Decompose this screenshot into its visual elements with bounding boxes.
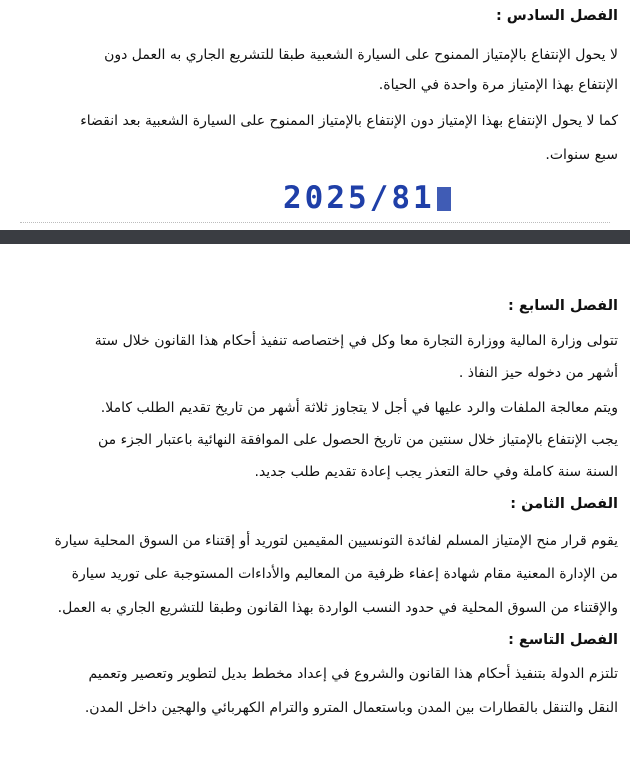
chapter-8-heading: الفصل الثامن : [510,496,618,512]
chapter-6-line-4: سبع سنوات. [545,147,618,163]
chapter-8-line-3: والإقتناء من السوق المحلية في حدود النسب الواردة بهذا القانون وطبقا للتشريع الجاري به العمل. [57,600,618,616]
page-divider [0,230,630,244]
document-page-bottom [0,244,630,757]
faded-text-line [20,222,610,227]
chapter-7-line-3: ويتم معالجة الملفات والرد عليها في أجل لا يتجاوز ثلاثة أشهر من تاريخ تقديم الطلب كاملا. [100,400,618,416]
chapter-8-line-2: من الإدارة المعنية مقام شهادة إعفاء ظرفية من المعاليم والأداءات المستوجبة على توريد سيارة [71,566,618,582]
chapter-9-line-2: النقل والتنقل بالقطارات بين المدن وباستعمال المترو والترام الكهربائي والهجين داخل المدن. [84,700,618,716]
stamp-text: 2025/81 [283,180,435,216]
chapter-7-heading: الفصل السابع : [508,298,618,314]
chapter-6-line-3: كما لا يحول الإنتفاع بهذا الإمتياز دون الإنتفاع بالإمتياز الممنوح على السيارة الشعبية بعد انقضاء [80,113,618,129]
chapter-7-line-2: أشهر من دخوله حيز النفاذ . [458,365,618,381]
chapter-7-line-4: يجب الإنتفاع بالإمتياز خلال سنتين من تاريخ الحصول على الموافقة النهائية باعتبار الجزء من [97,432,618,448]
chapter-7-line-1: تتولى وزارة المالية ووزارة التجارة معا وكل في إختصاصه تنفيذ أحكام هذا القانون خلال ستة [94,333,618,349]
stamp-smudge [437,187,451,211]
chapter-9-line-1: تلتزم الدولة بتنفيذ أحكام هذا القانون والشروع في إعداد مخطط بديل لتطوير وتعصير وتعميم [88,666,618,682]
reference-number-stamp [283,180,451,216]
chapter-6-heading: الفصل السادس : [495,8,618,24]
chapter-8-line-1: يقوم قرار منح الإمتياز المسلم لفائدة التونسيين المقيمين لتوريد أو إقتناء من السوق المحلية سيارة [54,533,618,549]
document-page-top [0,0,630,230]
chapter-7-line-5: السنة سنة كاملة وفي حالة التعذر يجب إعادة تقديم طلب جديد. [254,464,618,480]
chapter-6-line-1: لا يحول الإنتفاع بالإمتياز الممنوح على السيارة الشعبية طبقا للتشريع الجاري به العمل دون [104,47,618,63]
chapter-9-heading: الفصل التاسع : [508,632,618,648]
chapter-6-line-2: الإنتفاع بهذا الإمتياز مرة واحدة في الحياة. [378,77,618,93]
